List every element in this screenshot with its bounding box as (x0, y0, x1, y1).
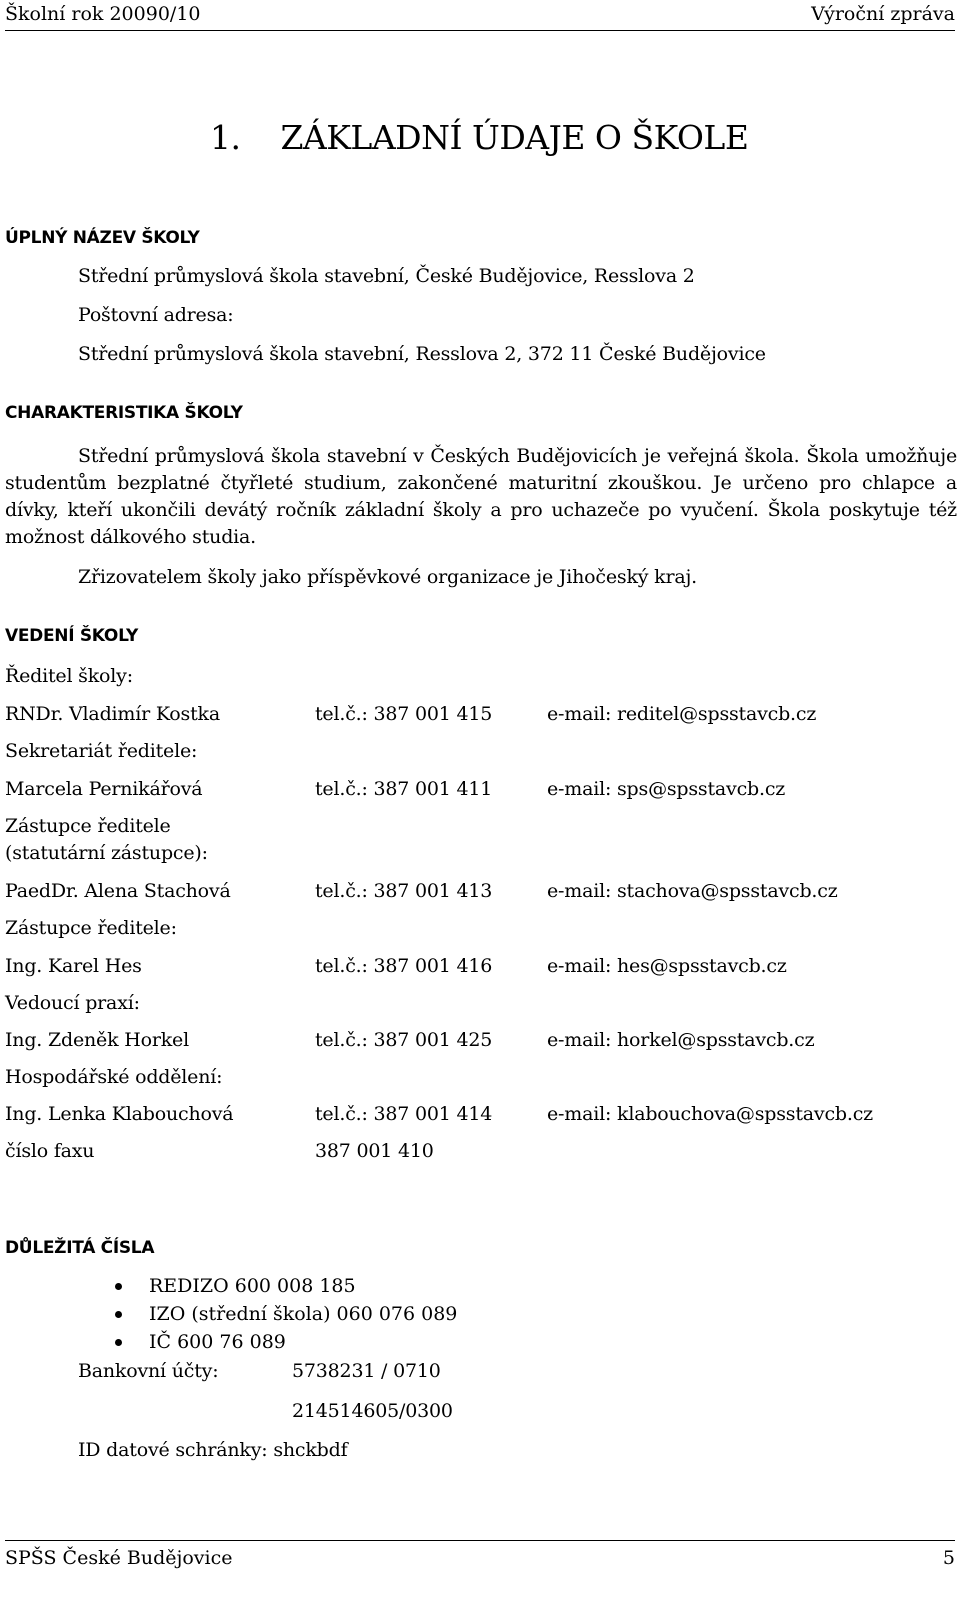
school-full-name: Střední průmyslová škola stavební, České Budějovice, Resslova 2 (78, 265, 695, 287)
contact-role-continued: (statutární zástupce): (5, 842, 208, 864)
contact-phone: tel.č.: 387 001 425 (315, 1029, 493, 1051)
contact-phone: tel.č.: 387 001 411 (315, 778, 493, 800)
contact-role: Ředitel školy: (5, 665, 133, 687)
bank-accounts-label: Bankovní účty: (78, 1360, 219, 1382)
section-heading-management: VEDENÍ ŠKOLY (5, 626, 138, 646)
characteristics-text: Střední průmyslová škola stavební v Českých Budějovicích je veřejná škola. Škola umožňuje studentům bezplatné čtyřleté studium, zakončené maturitní zkouškou. Je určeno pro chlapce a dívky, kteří ukončili devátý ročník základní školy a pro uchazeče po vyučení. Škola poskytuje též možnost dálkového studia. (5, 445, 957, 548)
contact-phone: tel.č.: 387 001 415 (315, 703, 493, 725)
contact-phone: tel.č.: 387 001 416 (315, 955, 493, 977)
list-item (115, 1300, 457, 1328)
section-heading-full-name: ÚPLNÝ NÁZEV ŠKOLY (5, 228, 200, 248)
list-item (115, 1328, 457, 1356)
contact-name: Marcela Pernikářová (5, 778, 203, 800)
contact-role: Sekretariát ředitele: (5, 740, 198, 762)
contact-role: Zástupce ředitele (5, 815, 171, 837)
page-header (5, 0, 955, 31)
contact-email: e-mail: reditel@spsstavcb.cz (547, 703, 817, 725)
contact-name: PaedDr. Alena Stachová (5, 880, 231, 902)
contact-name: RNDr. Vladimír Kostka (5, 703, 220, 725)
contact-name: Ing. Lenka Klabouchová (5, 1103, 234, 1125)
page-footer (5, 1540, 955, 1581)
section-heading-important-numbers: DŮLEŽITÁ ČÍSLA (5, 1238, 155, 1258)
header-report-title: Výroční zpráva (811, 3, 955, 25)
contact-name: Ing. Zdeněk Horkel (5, 1029, 189, 1051)
chapter-number: 1. (210, 118, 241, 157)
list-item (115, 1272, 457, 1300)
databox-id: ID datové schránky: shckbdf (78, 1439, 348, 1461)
contact-phone: tel.č.: 387 001 413 (315, 880, 493, 902)
chapter-title-text: ZÁKLADNÍ ÚDAJE O ŠKOLE (280, 118, 749, 157)
header-school-year: Školní rok 20090/10 (5, 3, 201, 25)
chapter-title (210, 118, 748, 157)
contact-email: e-mail: horkel@spsstavcb.cz (547, 1029, 815, 1051)
list-item-text: IZO (střední škola) 060 076 089 (149, 1303, 458, 1325)
bullet-icon (115, 1283, 122, 1290)
footer-school-name: SPŠS České Budějovice (5, 1547, 233, 1569)
contact-email: e-mail: hes@spsstavcb.cz (547, 955, 787, 977)
important-numbers-list (115, 1272, 457, 1356)
contact-email: e-mail: sps@spsstavcb.cz (547, 778, 786, 800)
postal-address-label: Poštovní adresa: (78, 304, 234, 326)
fax-number: 387 001 410 (315, 1140, 434, 1162)
bank-account: 5738231 / 0710 (292, 1360, 441, 1382)
contact-email: e-mail: stachova@spsstavcb.cz (547, 880, 838, 902)
postal-address: Střední průmyslová škola stavební, Resslova 2, 372 11 České Budějovice (78, 343, 766, 365)
bullet-icon (115, 1311, 122, 1318)
page-number: 5 (942, 1547, 955, 1569)
contact-role: Vedoucí praxí: (5, 992, 140, 1014)
fax-label: číslo faxu (5, 1140, 95, 1162)
contact-name: Ing. Karel Hes (5, 955, 142, 977)
list-item-text: IČ 600 76 089 (149, 1331, 286, 1353)
bank-account: 214514605/0300 (292, 1400, 453, 1422)
section-heading-characteristics: CHARAKTERISTIKA ŠKOLY (5, 403, 243, 423)
founder-text: Zřizovatelem školy jako příspěvkové organizace je Jihočeský kraj. (78, 566, 697, 588)
bullet-icon (115, 1339, 122, 1346)
characteristics-paragraph (5, 443, 957, 551)
contact-role: Hospodářské oddělení: (5, 1066, 223, 1088)
contact-role: Zástupce ředitele: (5, 917, 177, 939)
list-item-text: REDIZO 600 008 185 (149, 1275, 356, 1297)
contact-phone: tel.č.: 387 001 414 (315, 1103, 493, 1125)
contact-email: e-mail: klabouchova@spsstavcb.cz (547, 1103, 873, 1125)
